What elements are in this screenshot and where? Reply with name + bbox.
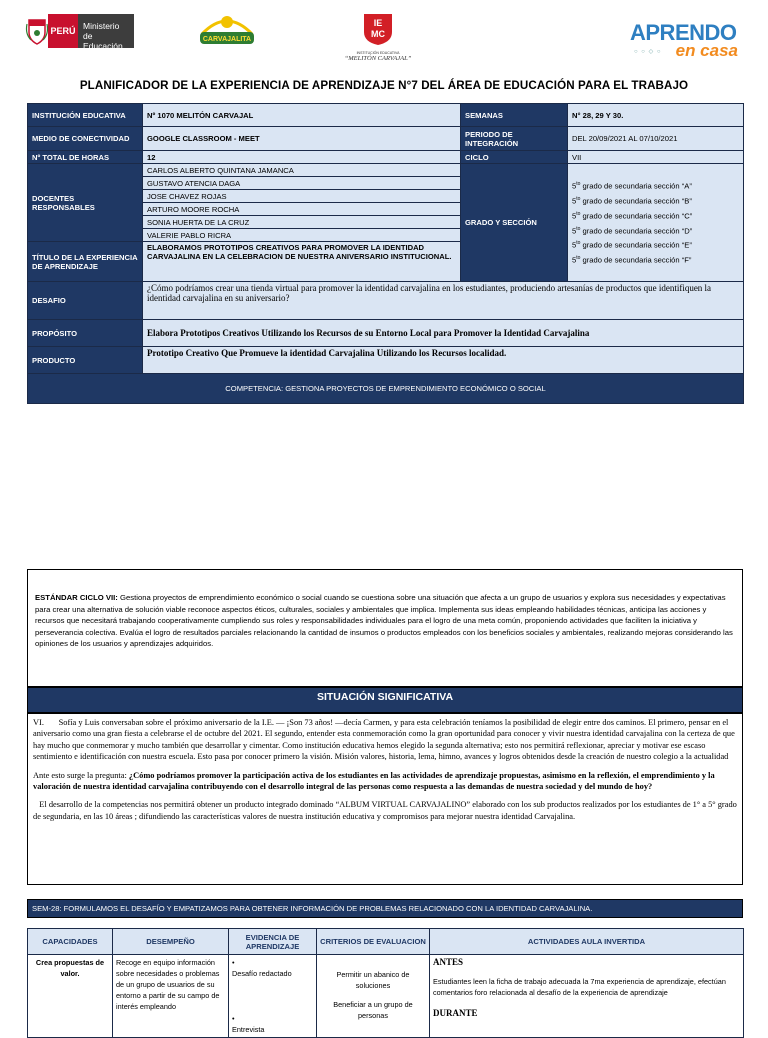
semanas-label: SEMANAS <box>461 104 568 127</box>
grado-item: $5^{to}$ grado de secundaria sección “A” <box>572 181 692 191</box>
antes-label: ANTES <box>433 957 464 967</box>
criterio-item: Permitir un abanico de soluciones <box>336 970 410 990</box>
situacion-paragraph <box>33 799 738 822</box>
docente-item: VALERIE PABLO RICRA <box>143 229 461 242</box>
ciclo-label: CICLO <box>461 151 568 164</box>
sem-heading: SEM-28: FORMULAMOS EL DESAFÍO Y EMPATIZAMOS PARA OBTENER INFORMACIÓN DE PROBLEMAS RELACIONADO CON LA IDENTIDAD CARVAJALINA. <box>27 899 743 918</box>
desafio-label: DESAFIO <box>28 282 143 320</box>
institucion-value: Nº 1070 MELITÓN CARVAJAL <box>143 104 461 127</box>
grado-item: $5^{to}$ grado de secundaria sección “B” <box>572 196 692 206</box>
criterios-cell <box>317 955 430 1038</box>
ministry-line2: de Educación <box>83 31 123 51</box>
titulo-value: ELABORAMOS PROTOTIPOS CREATIVOS PARA PROMOVER LA IDENTIDAD CARVAJALINA EN LA CELEBRACION DE NUESTRA ANIVERSARIO INSTITUCIONAL. <box>143 242 461 282</box>
sem-table <box>27 928 744 1038</box>
proposito-label: PROPÓSITO <box>28 320 143 347</box>
column-header: ACTIVIDADES AULA INVERTIDA <box>430 929 744 955</box>
paragraph-text: Sofía y Luis conversaban sobre el próximo aniversario de la I.E. — ¡Son 73 años! —decía Carmen, y para esta celebración teníamos la posibilidad de elegir entre dos caminos. El primero, pensar en el aniversario como una gran fiesta a celebrarse el de octubre del 2021. El segundo, entender esta conmemoración como la gran oportunidad para conocer y vivir nuestra identidad carvajalina con la certeza de que hay mucho que conmemorar y mucho también que desarrollar y cimentar. Como institución educativa hemos elegido la segunda alternativa; esto nos permitirá reflexionar, apreciar y motivar ese escaso sentimiento e identificación con nuestra escuela. Esto pasa por conocer primero la visión. Misión valores, historia, lema, himno, avances y logros obtenidos desde la creación de nuestro colegio a la actualidad <box>33 718 735 762</box>
ciclo-value: VII <box>568 151 744 164</box>
grado-item: $5^{to}$ grado de secundaria sección “F” <box>572 254 692 265</box>
medio-label: MEDIO DE CONECTIVIDAD <box>28 127 143 151</box>
svg-text:MC: MC <box>371 29 385 39</box>
desempeno-cell: Recoge en equipo información sobre necesidades o problemas de un grupo de usuarios de su entorno a partir de su campo de interés empleando <box>113 955 229 1038</box>
column-header: CAPACIDADES <box>28 929 113 955</box>
evidencia-cell <box>229 955 317 1038</box>
peru-label: PERÚ <box>48 14 78 48</box>
titulo-label: TÍTULO DE LA EXPERIENCIA DE APRENDIZAJE <box>28 242 143 282</box>
grado-list <box>568 164 744 282</box>
competencia-banner: COMPETENCIA: GESTIONA PROYECTOS DE EMPRENDIMIENTO ECONÓMICO O SOCIAL <box>28 374 744 404</box>
grado-item: $5^{to}$ grado de secundaria sección “E” <box>572 240 692 250</box>
info-table <box>27 103 744 404</box>
docente-item: CARLOS ALBERTO QUINTANA JAMANCA <box>143 164 461 177</box>
docente-item: JOSE CHAVEZ ROJAS <box>143 190 461 203</box>
situacion-paragraph <box>33 717 738 763</box>
periodo-value: DEL 20/09/2021 AL 07/10/2021 <box>568 127 744 151</box>
docente-item: SONIA HUERTA DE LA CRUZ <box>143 216 461 229</box>
carvajalita-text: CARVAJALITA <box>202 36 252 43</box>
horas-value: 12 <box>143 151 461 164</box>
situacion-question <box>33 770 738 793</box>
grado-label: GRADO Y SECCIÓN <box>461 164 568 282</box>
peru-shield-icon <box>26 14 48 48</box>
docentes-label: DOCENTES RESPONSABLES <box>28 164 143 242</box>
column-header: CRITERIOS DE EVALUACION <box>317 929 430 955</box>
durante-label: DURANTE <box>433 1008 478 1018</box>
minedu-logo <box>26 14 134 51</box>
question-text: ¿Cómo podríamos promover la participación activa de los estudiantes en las actividades de aprendizaje propuestas, asimismo en la reflexión, el emprendimiento y la valoración de nuestra identidad carvajalina contribuyendo con el desarrollo integral de las personas como respuesta a las demandas de nuestra sociedad y del mundo de hoy? <box>33 770 715 792</box>
grado-item: $5^{to}$ grado de secundaria sección “D” <box>572 225 693 236</box>
aprendo-word: APRENDO <box>630 20 737 45</box>
horas-label: Nº TOTAL DE HORAS <box>28 151 143 164</box>
estandar-label: ESTÁNDAR CICLO VII: <box>35 593 118 602</box>
ie-melitón-carvajal-logo <box>338 12 418 72</box>
ie-crest-icon <box>361 12 395 46</box>
actividades-cell <box>430 955 744 1038</box>
grado-item: $5^{to}$ grado de secundaria sección “C” <box>572 210 693 221</box>
paragraph-text: El desarrollo de la competencias nos permitirá obtener un producto integrado dominado “ALBUM VIRTUAL CARVAJALINO” elaborado con los sub productos realizados por los estudiantes de 1° a 5° grado de segundaria, en las 10 áreas ; difundiendo las características valores de nuestra institución educativa y compromisos para mejorar nuestra identidad Carvajalina. <box>33 800 737 821</box>
ministry-label <box>78 14 134 51</box>
medio-value: GOOGLE CLASSROOM - MEET <box>143 127 461 151</box>
en-casa-word: en casa <box>675 41 738 60</box>
producto-label: PRODUCTO <box>28 347 143 374</box>
criterio-item: Beneficiar a un grupo de personas <box>333 1000 413 1020</box>
proposito-value: Elabora Prototipos Creativos Utilizando los Recursos de su Entorno Local para Promover la Identidad Carvajalina <box>143 320 744 347</box>
docente-item: ARTURO MOORE ROCHA <box>143 203 461 216</box>
svg-text:IE: IE <box>373 18 383 28</box>
situacion-body <box>27 713 743 885</box>
producto-value: Prototipo Creativo Que Promueve la identidad Carvajalina Utilizando los Recursos localidad. <box>143 347 744 374</box>
capacidad-cell: Crea propuestas de valor. <box>28 955 113 1038</box>
ie-label: INSTITUCIÓN EDUCATIVA <box>356 51 400 55</box>
evidencia-item: • Entrevista <box>232 1014 265 1034</box>
docente-item: GUSTAVO ATENCIA DAGA <box>143 177 461 190</box>
antes-text: Estudiantes leen la ficha de trabajo adecuada la 7ma experiencia de aprendizaje, efectúan comentarios foro relacionada al desafío de la experiencia de aprendizaje <box>433 977 726 997</box>
ministry-line1: Ministerio <box>83 21 120 31</box>
periodo-label: PERIODO DE INTEGRACIÓN <box>461 127 568 151</box>
evidencia-item: • Desafío redactado <box>232 958 292 978</box>
paragraph-prefix: VI. <box>33 718 44 727</box>
situacion-heading: SITUACIÓN SIGNIFICATIVA <box>27 687 743 713</box>
aprendo-dots-icon: ○ ○ ◇ ○ <box>634 49 662 55</box>
estandar-box <box>27 569 743 687</box>
semanas-value: N° 28, 29 Y 30. <box>568 104 744 127</box>
institucion-label: INSTITUCIÓN EDUCATIVA <box>28 104 143 127</box>
column-header: EVIDENCIA DE APRENDIZAJE <box>229 929 317 955</box>
estandar-text: Gestiona proyectos de emprendimiento económico o social cuando se cuestiona sobre una situación que afecta a un grupo de usuarios y explora sus necesidades y expectativas para crear una alternativa de solución viable reconoce aspectos éticos, culturales, sociales y ambientales que implica. Implementa sus ideas empleando habilidades técnicas, anticipa las acciones y recursos que necesitará trabajando cooperativamente cumpliendo sus roles y responsabilidades individuales para el logro de una meta común, proponiendo actividades que faciliten la iniciativa y perseverancia colectiva. Evalúa el logro de resultados parciales relacionando la cantidad de insumos o productos empleados con los beneficios sociales y ambientales, realizando mejoras considerando las opiniones de los usuarios y aprendizajes adquiridos. <box>35 593 733 649</box>
desafio-value: ¿Cómo podríamos crear una tienda virtual para promover la identidad carvajalina en los estudiantes, produciendo artesanías de productos que identifiquen la identidad carvajalina en su aniversario? <box>143 282 744 320</box>
header-logos <box>0 0 768 78</box>
question-prefix: Ante esto surge la pregunta: <box>33 770 129 780</box>
ie-motto: “MELITÓN CARVAJAL” <box>344 55 412 62</box>
aprendo-en-casa-logo <box>630 22 742 64</box>
carvajalita-logo <box>196 12 258 50</box>
column-header: DESEMPEÑO <box>113 929 229 955</box>
document-title: PLANIFICADOR DE LA EXPERIENCIA DE APRENDIZAJE N°7 DEL ÁREA DE EDUCACIÓN PARA EL TRABAJO <box>79 79 689 92</box>
